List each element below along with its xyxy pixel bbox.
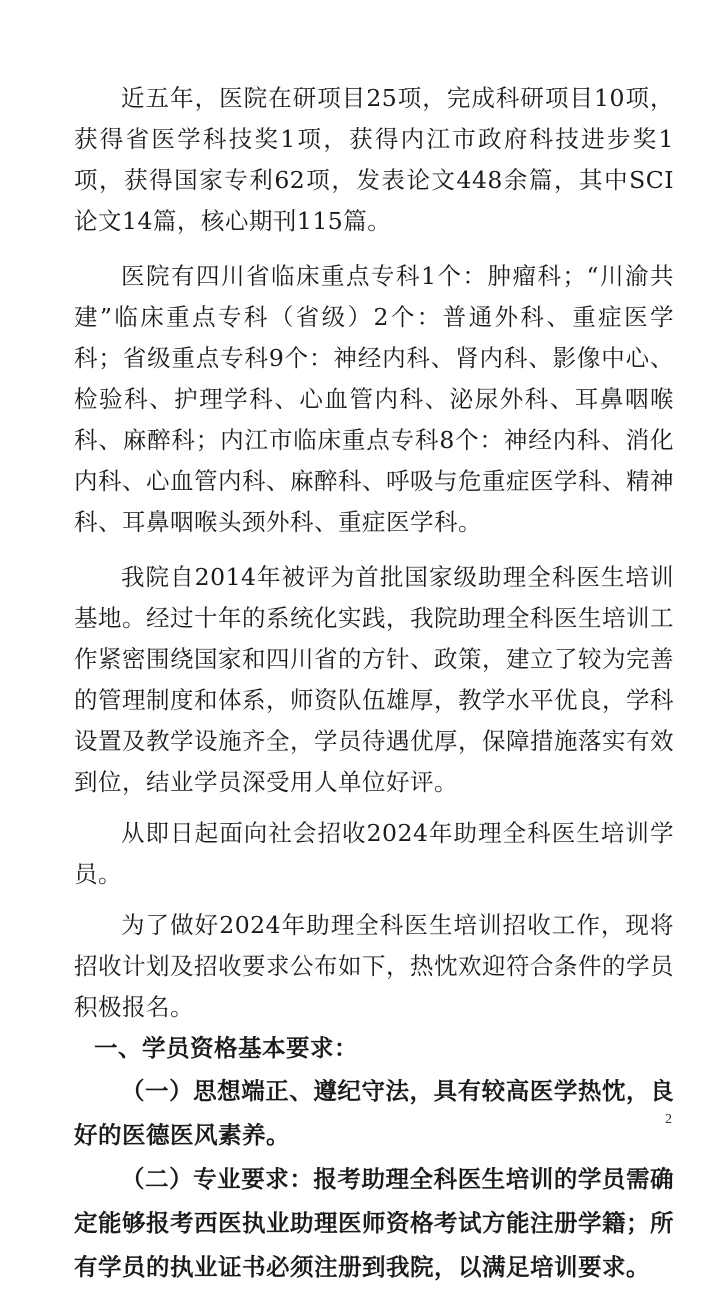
section-heading: 一、学员资格基本要求： xyxy=(94,1034,358,1062)
paragraph-specialties: 医院有四川省临床重点专科1个：肿瘤科；“川渝共建”临床重点专科（省级）2个：普通外科、重症医学科；省级重点专科9个：神经内科、肾内科、影像中心、检验科、护理学科、心血管内科、泌尿外科、耳鼻咽喉科、麻醉科；内江市临床重点专科8个：神经内科、消化内科、心血管内科、麻醉科、呼吸与危重症医学科、精神科、耳鼻咽喉头颈外科、重症医学科。 xyxy=(74,262,674,536)
document-page xyxy=(74,78,674,1289)
paragraph-recruitment: 从即日起面向社会招收2024年助理全科医生培训学员。 xyxy=(74,819,674,888)
page-number: 2 xyxy=(665,1112,672,1127)
paragraph-training-base: 我院自2014年被评为首批国家级助理全科医生培训基地。经过十年的系统化实践，我院助理全科医生培训工作紧密围绕国家和四川省的方针、政策，建立了较为完善的管理制度和体系，师资队伍雄厚，教学水平优良，学科设置及教学设施齐全，学员待遇优厚，保障措施落实有效到位，结业学员深受用人单位好评。 xyxy=(74,563,674,796)
paragraph-plan: 为了做好2024年助理全科医生培训招收工作，现将招收计划及招收要求公布如下，热忱欢迎符合条件的学员积极报名。 xyxy=(74,911,674,1021)
paragraph-research: 近五年，医院在研项目25项，完成科研项目10项，获得省医学科技奖1项，获得内江市政府科技进步奖1项，获得国家专利62项，发表论文448余篇，其中SCI论文14篇，核心期刊115篇。 xyxy=(74,84,674,235)
requirement-item-2: （二）专业要求：报考助理全科医生培训的学员需确定能够报考西医执业助理医师资格考试方能注册学籍；所有学员的执业证书必须注册到我院，以满足培训要求。 xyxy=(74,1165,674,1281)
requirement-item-1: （一）思想端正、遵纪守法，具有较高医学热忱，良好的医德医风素养。 xyxy=(74,1077,674,1149)
